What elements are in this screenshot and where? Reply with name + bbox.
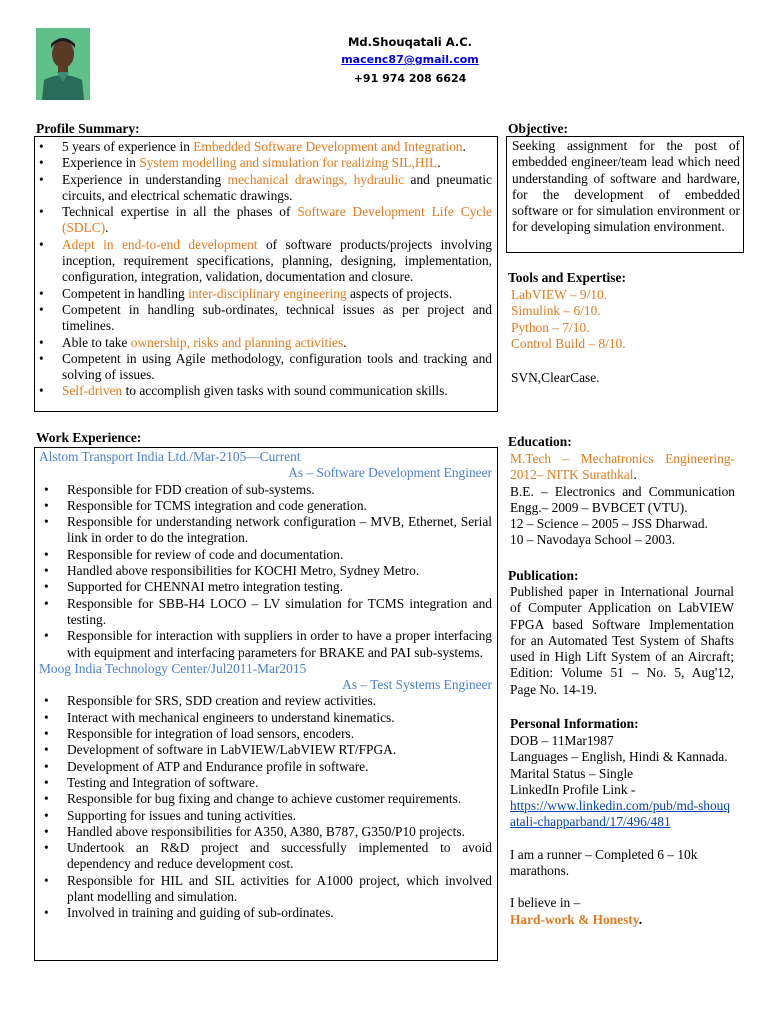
job-responsibility-item: • Responsible for interaction with suppliers in order to have a proper interfacing with equipment and interfacing parameters for BRAKE and PAI sub-systems. <box>40 628 492 661</box>
job-responsibility-item: • Handled above responsibilities for A350, A380, B787, G350/P10 projects. <box>40 824 492 840</box>
tools-list <box>511 287 731 352</box>
education-title: Education: <box>508 434 572 449</box>
profile-item-text: . <box>343 334 347 350</box>
tool-item: Control Build – 8/10. <box>511 335 626 351</box>
profile-item-text: . <box>462 139 466 154</box>
profile-photo <box>36 28 90 100</box>
job-responsibility-item: • Responsible for FDD creation of sub-systems. <box>40 482 492 498</box>
profile-summary-item <box>35 139 492 155</box>
profile-summary-item <box>35 302 492 335</box>
profile-item-text: aspects of projects. <box>346 285 453 301</box>
profile-item-highlight: System modelling and simulation for realizing SIL,HIL <box>139 155 438 171</box>
work-experience-body <box>35 448 497 922</box>
profile-item-highlight: inter-disciplinary engineering <box>188 285 347 301</box>
job-responsibility-item: • Responsible for understanding network configuration – MVB, Ethernet, Serial link in order to do the integration. <box>40 514 492 547</box>
job-responsibility-item: • Testing and Integration of software. <box>40 775 492 791</box>
education-item: B.E. – Electronics and Communication Engg.– 2009 – BVBCET (VTU). <box>510 483 735 515</box>
profile-item-text: Technical expertise in all the phases of <box>62 204 298 220</box>
job-responsibility-item: • Responsible for SRS, SDD creation and review activities. <box>40 693 492 709</box>
linkedin-link[interactable]: https://www.linkedin.com/pub/md-shouqatali-chapparband/17/496/481 <box>510 798 731 830</box>
job-responsibilities <box>40 482 492 661</box>
tool-item: Simulink – 6/10. <box>511 303 601 319</box>
phone-number: +91 974 208 6624 <box>353 72 467 85</box>
profile-item-text: . <box>105 220 109 236</box>
motto-text: Hard-work & Honesty <box>510 911 639 927</box>
profile-summary-item <box>35 286 492 302</box>
job-responsibility-item: • Responsible for HIL and SIL activities for A1000 project, which involved plant modelling and simulation. <box>40 873 492 906</box>
profile-item-highlight: mechanical drawings, hydraulic <box>227 171 405 187</box>
profile-summary-item <box>35 351 492 384</box>
profile-item-highlight: Adept in end-to-end development <box>62 236 258 252</box>
education-list <box>510 451 735 549</box>
profile-item-text: Experience in <box>62 155 140 171</box>
believe-text: I believe in – <box>510 895 581 911</box>
email-address[interactable]: macenc87@gmail.com <box>341 53 479 66</box>
personal-info <box>510 733 732 928</box>
education-item: 10 – Navodaya School – 2003. <box>510 532 676 548</box>
job-responsibility-item: • Responsible for TCMS integration and code generation. <box>40 498 492 514</box>
profile-summary-box <box>34 136 498 412</box>
tools-other: SVN,ClearCase. <box>511 370 600 385</box>
profile-item-text: Able to take <box>62 334 131 350</box>
profile-item-highlight: Embedded Software Development and Integration <box>193 139 463 154</box>
profile-item-text: Competent in handling sub-ordinates, technical issues as per project and timelines. <box>62 301 492 334</box>
education-item: 12 – Science – 2005 – JSS Dharwad. <box>510 516 708 532</box>
job-responsibility-item: • Responsible for SBB-H4 LOCO – LV simulation for TCMS integration and testing. <box>40 596 492 629</box>
job-responsibility-item: • Handled above responsibilities for KOCHI Metro, Sydney Metro. <box>40 563 492 579</box>
education-lines <box>510 484 735 549</box>
job-responsibility-item: • Responsible for bug fixing and change to achieve customer requirements. <box>40 791 492 807</box>
profile-item-text: Competent in handling <box>62 285 189 301</box>
job-responsibility-item: • Responsible for review of code and documentation. <box>40 547 492 563</box>
personal-info-title: Personal Information: <box>510 716 639 731</box>
profile-item-text: Competent in using Agile methodology, configuration tools and tracking and solving of issues. <box>62 350 492 383</box>
objective-title: Objective: <box>508 121 568 136</box>
work-experience-box <box>34 447 498 961</box>
profile-summary-item <box>35 383 492 399</box>
tool-item: Python – 7/10. <box>511 319 590 335</box>
languages: Languages – English, Hindi & Kannada. <box>510 749 728 765</box>
job-responsibility-item: • Involved in training and guiding of sub-ordinates. <box>40 905 492 921</box>
job-responsibility-item: • Development of ATP and Endurance profile in software. <box>40 759 492 775</box>
job-role: As – Test Systems Engineer <box>342 677 492 693</box>
job-role: As – Software Development Engineer <box>288 465 492 481</box>
profile-item-text: 5 years of experience in <box>62 139 194 154</box>
profile-summary-item <box>35 335 492 351</box>
profile-summary-item <box>35 172 492 205</box>
email-link[interactable] <box>260 53 560 66</box>
profile-item-text: to accomplish given tasks with sound communication skills. <box>122 383 448 399</box>
profile-summary-item <box>35 237 492 286</box>
marital-status: Marital Status – Single <box>510 765 634 781</box>
education-mtech-text: M.Tech – Mechatronics Engineering-2012– NITK Surathkal <box>510 451 735 483</box>
job-responsibility-item: • Supported for CHENNAI metro integration testing. <box>40 579 492 595</box>
job-responsibilities <box>40 693 492 921</box>
education-mtech-end: . <box>633 467 637 483</box>
job-responsibility-item: • Development of software in LabVIEW/LabVIEW RT/FPGA. <box>40 742 492 758</box>
objective-box: Seeking assignment for the post of embedded engineer/team lead which need understanding of software and hardware, for the development of embedded software or for simulation environment or for developing simulation environment. <box>506 136 744 253</box>
candidate-name: Md.Shouqatali A.C. <box>347 35 473 49</box>
profile-item-text: Experience in understanding <box>62 171 228 187</box>
job-responsibility-item: • Undertook an R&D project and successfully implemented to avoid dependency and reduce development cost. <box>40 840 492 873</box>
profile-item-text: . <box>437 155 441 171</box>
job-company: Alstom Transport India Ltd./Mar-2105—Current <box>39 449 301 464</box>
profile-summary-item <box>35 155 492 171</box>
job-responsibility-item: • Supporting for issues and tuning activities. <box>40 808 492 824</box>
profile-summary-list <box>35 137 497 400</box>
job-company: Moog India Technology Center/Jul2011-Mar2015 <box>39 660 307 676</box>
profile-item-text: of software products/projects involving inception, requirement specifications, planning, designing, implementation, configuration, integration, validation, documentation and closure. <box>62 236 492 285</box>
linkedin-label: LinkedIn Profile Link - <box>510 781 636 797</box>
person-photo-icon <box>36 28 90 100</box>
tools-title: Tools and Expertise: <box>508 270 627 285</box>
job-responsibility-item: • Interact with mechanical engineers to understand kinematics. <box>40 710 492 726</box>
motto-end: . <box>638 911 643 927</box>
profile-summary-item <box>35 204 492 237</box>
profile-item-text: and pneumatic circuits, and electrical schematic drawings. <box>62 171 492 203</box>
work-experience-title: Work Experience: <box>36 430 142 445</box>
profile-item-highlight: Self-driven <box>62 383 123 399</box>
profile-summary-title: Profile Summary: <box>36 121 140 136</box>
dob: DOB – 11Mar1987 <box>510 733 614 748</box>
publication-title: Publication: <box>508 568 579 583</box>
tool-item: LabVIEW – 9/10. <box>511 287 608 302</box>
profile-item-highlight: ownership, risks and planning activities <box>130 334 344 350</box>
job-responsibility-item: • Responsible for integration of load sensors, encoders. <box>40 726 492 742</box>
publication-text: Published paper in International Journal of Computer Application on LabVIEW FPGA based Software Implementation for an Automated Test System of Shafts used in High Lift System of an Aircraft; Edition: Volume 51 – No. 5, Aug'12, Page No. 14-19. <box>510 584 734 697</box>
education-mtech <box>510 451 735 484</box>
runner-text: I am a runner – Completed 6 – 10k marathons. <box>510 846 698 879</box>
profile-item-highlight: Software Development Life Cycle (SDLC) <box>62 204 492 236</box>
